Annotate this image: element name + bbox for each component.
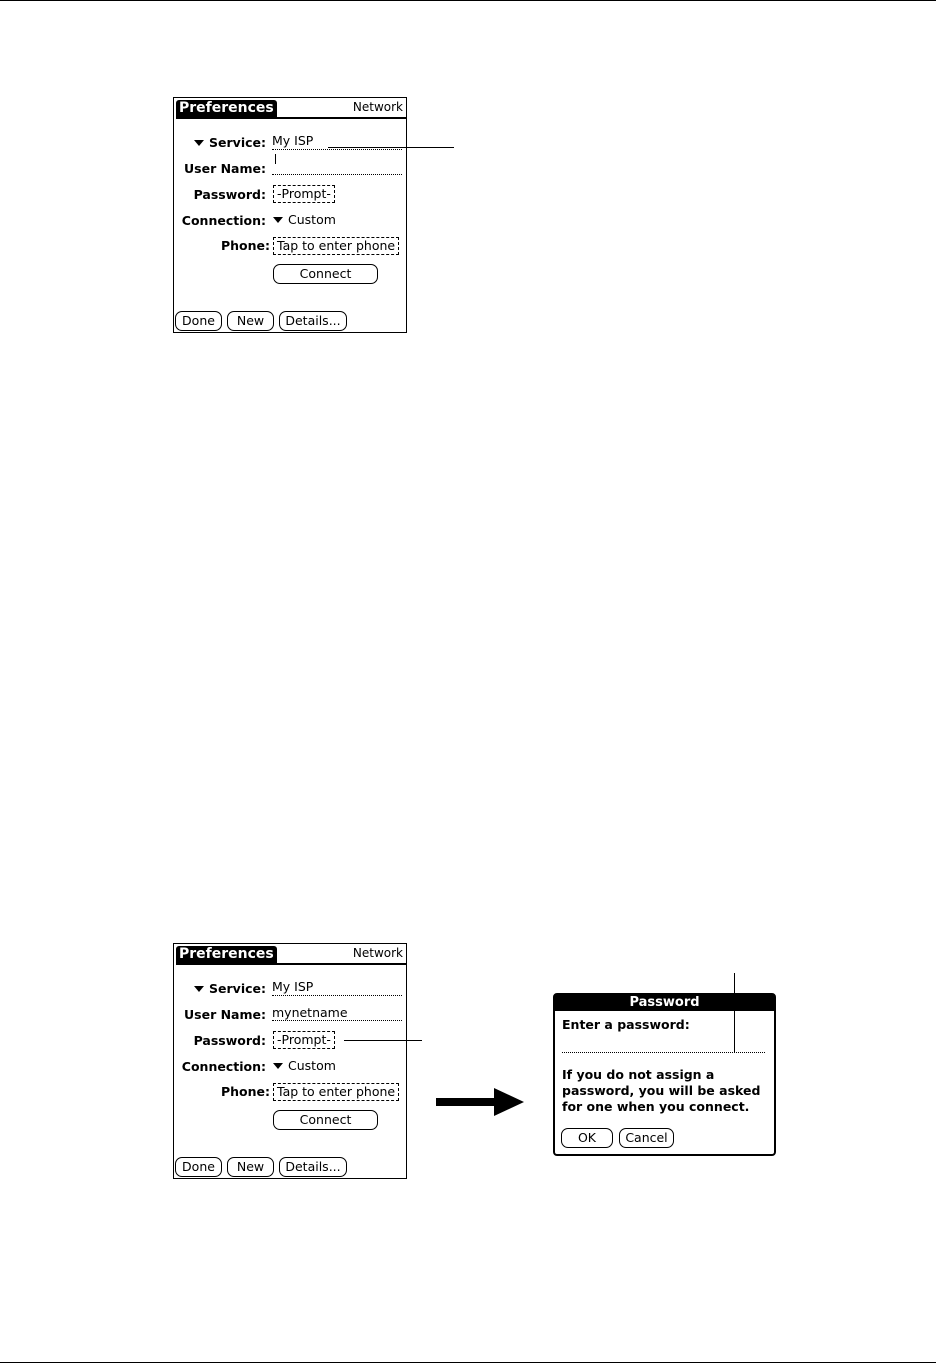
phone-field[interactable]: Tap to enter phone (273, 1083, 399, 1101)
network-preferences-screen-bottom (173, 943, 407, 1179)
cancel-button[interactable]: Cancel (619, 1128, 674, 1148)
dialog-title: Password (555, 995, 774, 1011)
dropdown-arrow-icon (273, 1063, 283, 1069)
callout-line-password-entry (734, 973, 735, 1053)
phone-field[interactable]: Tap to enter phone (273, 237, 399, 255)
connect-button[interactable]: Connect (273, 1110, 378, 1130)
network-preferences-screen-top (173, 97, 407, 333)
page-top-rule (0, 0, 936, 1)
new-button[interactable]: New (227, 1157, 274, 1177)
text-cursor (275, 154, 276, 164)
username-underline (272, 1020, 402, 1021)
panel-name[interactable]: Network (352, 946, 403, 960)
service-value[interactable]: My ISP (272, 979, 314, 994)
details-button[interactable]: Details... (279, 1157, 347, 1177)
dropdown-arrow-icon (194, 986, 204, 992)
service-underline (272, 149, 402, 150)
connection-label: Connection: (181, 1059, 266, 1074)
new-button[interactable]: New (227, 311, 274, 331)
dropdown-arrow-icon (194, 140, 204, 146)
password-label: Password: (193, 187, 266, 202)
dialog-prompt: Enter a password: (562, 1017, 690, 1032)
username-label: User Name: (184, 161, 266, 176)
password-field[interactable]: -Prompt- (273, 1031, 335, 1049)
service-value[interactable]: My ISP (272, 133, 314, 148)
dropdown-arrow-icon (273, 217, 283, 223)
password-field[interactable]: -Prompt- (273, 185, 335, 203)
password-dialog (553, 993, 776, 1156)
callout-line-password (344, 1040, 422, 1041)
panel-name[interactable]: Network (352, 100, 403, 114)
connection-label: Connection: (181, 213, 266, 228)
transition-arrow-icon (436, 1098, 496, 1106)
username-label: User Name: (184, 1007, 266, 1022)
app-title: Preferences (176, 100, 277, 117)
service-label[interactable]: Service: (174, 981, 266, 997)
title-underline (176, 963, 406, 965)
app-title: Preferences (176, 946, 277, 963)
ok-button[interactable]: OK (561, 1128, 613, 1148)
title-underline (176, 117, 406, 119)
title-bar (176, 100, 406, 120)
transition-arrowhead-icon (494, 1088, 524, 1116)
done-button[interactable]: Done (175, 311, 222, 331)
phone-label: Phone: (220, 1084, 270, 1099)
service-label[interactable]: Service: (174, 135, 266, 151)
page-bottom-rule (0, 1362, 936, 1363)
username-field[interactable]: mynetname (272, 1005, 348, 1020)
dialog-message: If you do not assign a password, you will be asked for one when you connect. (562, 1067, 761, 1114)
connection-picker[interactable]: Custom (273, 212, 336, 228)
callout-line-username (328, 147, 454, 148)
connection-picker[interactable]: Custom (273, 1058, 336, 1074)
password-label: Password: (193, 1033, 266, 1048)
done-button[interactable]: Done (175, 1157, 222, 1177)
service-underline (272, 995, 402, 996)
title-bar (176, 946, 406, 966)
username-underline (272, 174, 402, 175)
details-button[interactable]: Details... (279, 311, 347, 331)
connect-button[interactable]: Connect (273, 264, 378, 284)
phone-label: Phone: (220, 238, 270, 253)
